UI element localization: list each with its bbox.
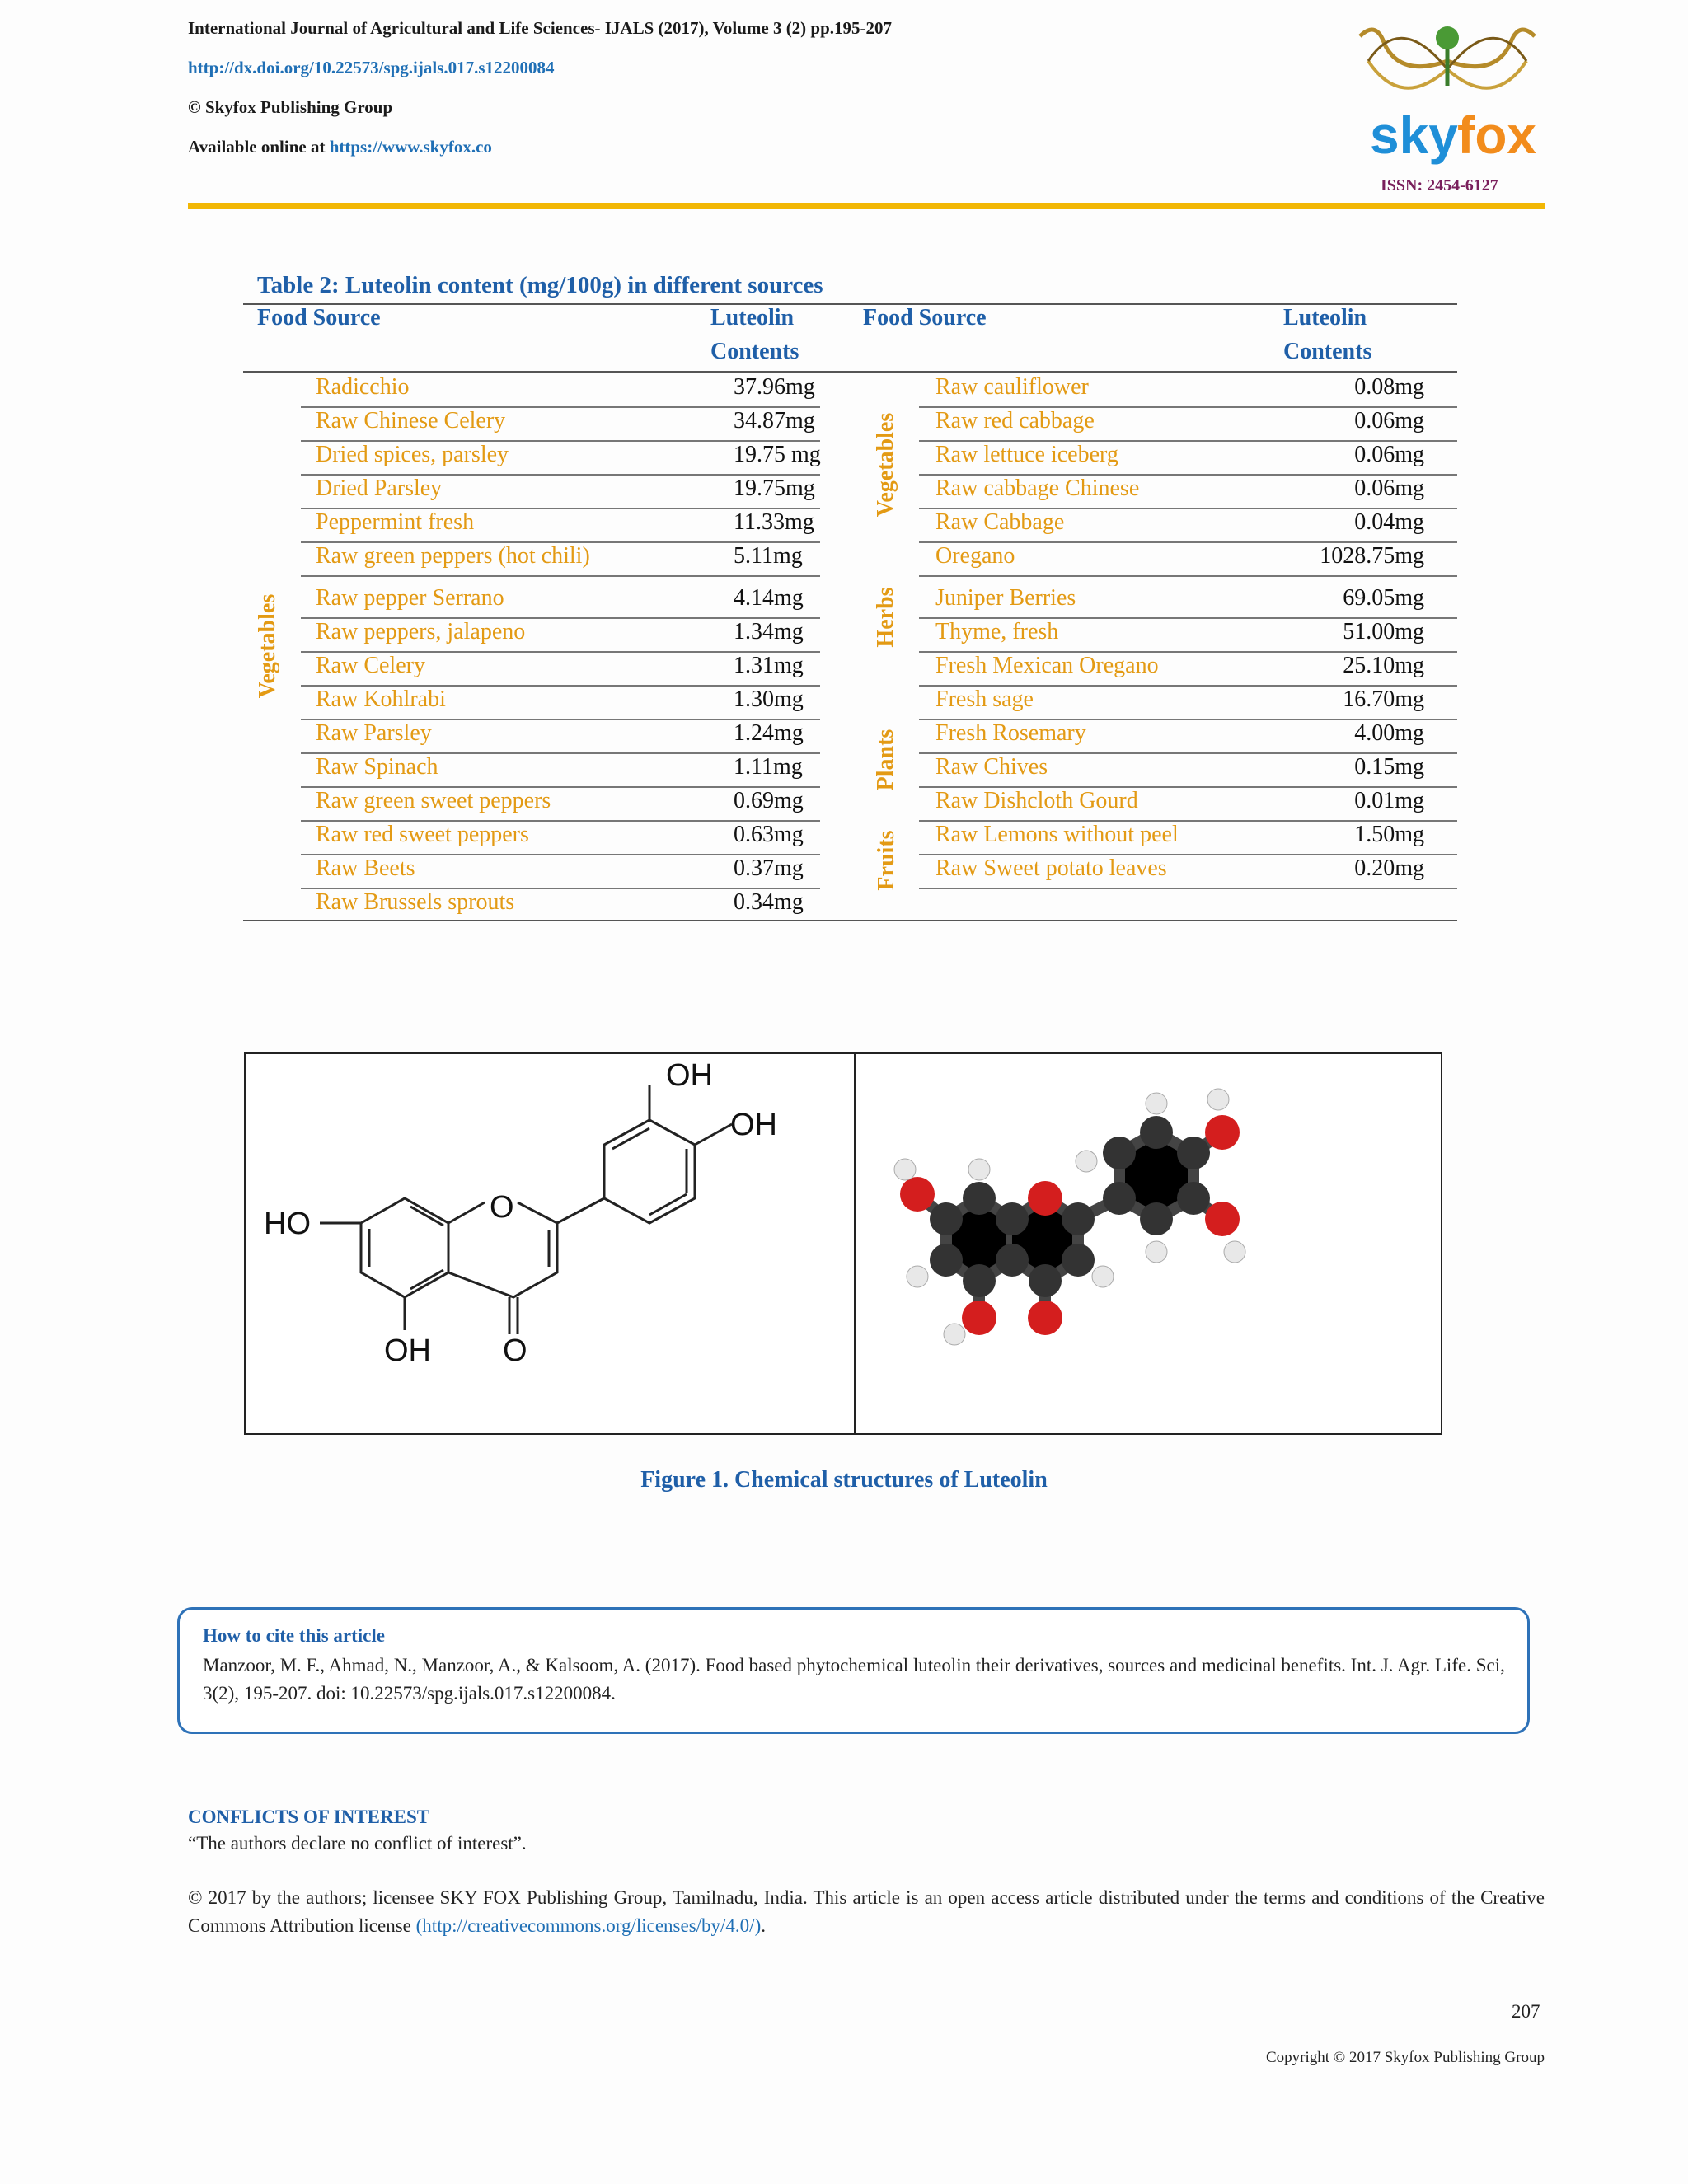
left-food-cell: Raw Parsley xyxy=(316,720,432,746)
table-top-rule xyxy=(243,303,1457,305)
license-end: . xyxy=(761,1915,766,1936)
left-value-cell: 1.24mg xyxy=(734,720,804,746)
right-food-cell: Raw Sweet potato leaves xyxy=(935,855,1167,881)
left-value-cell: 1.31mg xyxy=(734,653,804,678)
logo-fox-text: fox xyxy=(1457,105,1536,165)
left-food-cell: Raw Kohlrabi xyxy=(316,687,446,712)
left-food-cell: Dried Parsley xyxy=(316,476,443,501)
journal-citation-line: International Journal of Agricultural and Life Sciences- IJALS (2017), Volume 3 (2) pp.195-207 xyxy=(188,18,893,38)
left-value-cell: 0.69mg xyxy=(734,788,804,813)
left-value-cell: 19.75 mg xyxy=(734,442,821,467)
left-value-cell: 4.14mg xyxy=(734,585,804,611)
luteolin-ball-and-stick-model xyxy=(856,1054,1437,1430)
right-row-rule xyxy=(919,888,1457,889)
figure-caption: Figure 1. Chemical structures of Luteolin xyxy=(640,1467,1048,1493)
available-prefix: Available online at xyxy=(188,137,330,157)
col-header-luteolin-left-1: Luteolin xyxy=(710,305,795,330)
right-food-cell: Raw lettuce iceberg xyxy=(935,442,1118,467)
luteolin-skeletal-formula xyxy=(246,1054,854,1430)
license-text: © 2017 by the authors; licensee SKY FOX Publishing Group, Tamilnadu, India. This article is an open access article distributed under the terms and conditions of the Creative Commons Attribution license xyxy=(188,1887,1545,1936)
col-header-luteolin-right-1: Luteolin xyxy=(1283,305,1367,330)
left-value-cell: 5.11mg xyxy=(734,543,803,569)
left-value-cell: 1.11mg xyxy=(734,754,803,780)
left-value-cell: 11.33mg xyxy=(734,509,814,535)
right-food-cell: Raw Lemons without peel xyxy=(935,822,1179,847)
left-value-cell: 0.37mg xyxy=(734,855,804,881)
right-food-cell: Fresh sage xyxy=(935,687,1034,712)
col-header-food-source-left: Food Source xyxy=(257,305,381,330)
left-food-cell: Raw green sweet peppers xyxy=(316,788,551,813)
left-value-cell: 0.34mg xyxy=(734,889,804,915)
right-value-cell: 0.04mg xyxy=(1354,509,1424,535)
logo-sky-text: sky xyxy=(1370,105,1458,165)
left-value-cell: 34.87mg xyxy=(734,408,815,434)
right-value-cell: 0.06mg xyxy=(1354,408,1424,434)
conflicts-heading: CONFLICTS OF INTEREST xyxy=(188,1807,430,1827)
hydroxyl-bottom-label: OH xyxy=(384,1333,431,1368)
skyfox-website-link[interactable]: https://www.skyfox.co xyxy=(329,137,492,157)
left-food-cell: Raw Beets xyxy=(316,855,415,881)
left-food-cell: Peppermint fresh xyxy=(316,509,475,535)
right-food-cell: Raw Chives xyxy=(935,754,1048,780)
right-food-cell: Fresh Mexican Oregano xyxy=(935,653,1159,678)
right-value-cell: 51.00mg xyxy=(1343,619,1424,644)
conflicts-text: “The authors declare no conflict of interest”. xyxy=(188,1833,527,1854)
right-value-cell: 0.08mg xyxy=(1354,374,1424,400)
group-label-vegetables-left: Vegetables xyxy=(255,593,280,699)
left-food-cell: Dried spices, parsley xyxy=(316,442,509,467)
hydroxyl-right-label: OH xyxy=(730,1108,777,1142)
group-label-fruits: Fruits xyxy=(874,830,899,891)
how-to-cite-text: Manzoor, M. F., Ahmad, N., Manzoor, A., & Kalsoom, A. (2017). Food based phytochemical luteolin their derivatives, sources and medicinal benefits. Int. J. Agr. Life. Sci, 3(2), 195-207. doi: 10.22573/spg.ijals.017.s12200084. xyxy=(203,1655,1505,1704)
left-food-cell: Raw Brussels sprouts xyxy=(316,889,515,915)
right-value-cell: 0.06mg xyxy=(1354,476,1424,501)
license-link[interactable]: (http://creativecommons.org/licenses/by/4.0/) xyxy=(415,1915,762,1936)
footer-copyright: Copyright © 2017 Skyfox Publishing Group xyxy=(1266,2049,1545,2066)
how-to-cite-heading: How to cite this article xyxy=(203,1625,385,1646)
group-label-herbs: Herbs xyxy=(873,587,898,648)
right-value-cell: 0.20mg xyxy=(1354,855,1424,881)
table-header-rule xyxy=(243,371,1457,373)
left-value-cell: 1.34mg xyxy=(734,619,804,644)
left-food-cell: Raw pepper Serrano xyxy=(316,585,504,611)
right-value-cell: 69.05mg xyxy=(1343,585,1424,611)
right-food-cell: Oregano xyxy=(935,543,1015,569)
group-label-plants: Plants xyxy=(873,729,898,791)
left-value-cell: 0.63mg xyxy=(734,822,804,847)
left-food-cell: Radicchio xyxy=(316,374,410,400)
col-header-food-source-right: Food Source xyxy=(863,305,987,330)
group-label-vegetables-right: Vegetables xyxy=(873,412,898,518)
left-food-cell: Raw peppers, jalapeno xyxy=(316,619,526,644)
doi-link[interactable]: http://dx.doi.org/10.22573/spg.ijals.017.s12200084 xyxy=(188,58,555,77)
right-row-rule xyxy=(919,575,1457,577)
right-food-cell: Raw cabbage Chinese xyxy=(935,476,1140,501)
col-header-luteolin-left-2: Contents xyxy=(710,339,799,364)
ring-oxygen-label: O xyxy=(490,1190,514,1225)
right-value-cell: 0.15mg xyxy=(1354,754,1424,780)
available-online xyxy=(188,137,492,157)
table-bottom-rule xyxy=(243,920,1457,921)
left-food-cell: Raw Chinese Celery xyxy=(316,408,506,434)
left-value-cell: 19.75mg xyxy=(734,476,815,501)
left-value-cell: 37.96mg xyxy=(734,374,815,400)
license-paragraph xyxy=(188,1884,1545,1940)
left-food-cell: Raw green peppers (hot chili) xyxy=(316,543,590,569)
luteolin-content-table xyxy=(243,303,1457,921)
publisher-copyright: © Skyfox Publishing Group xyxy=(188,97,393,117)
carbonyl-oxygen-label: O xyxy=(503,1333,528,1368)
right-value-cell: 1.50mg xyxy=(1354,822,1424,847)
issn: ISSN: 2454-6127 xyxy=(1381,176,1498,194)
left-food-cell: Raw red sweet peppers xyxy=(316,822,529,847)
right-food-cell: Juniper Berries xyxy=(935,585,1076,611)
skyfox-logo xyxy=(1352,12,1543,176)
right-food-cell: Fresh Rosemary xyxy=(935,720,1086,746)
right-value-cell: 1028.75mg xyxy=(1320,543,1424,569)
right-food-cell: Raw Cabbage xyxy=(935,509,1065,535)
header-divider xyxy=(188,203,1545,209)
table-title: Table 2: Luteolin content (mg/100g) in different sources xyxy=(257,272,823,298)
right-food-cell: Raw cauliflower xyxy=(935,374,1089,400)
right-food-cell: Raw red cabbage xyxy=(935,408,1095,434)
right-food-cell: Thyme, fresh xyxy=(935,619,1059,644)
right-value-cell: 0.06mg xyxy=(1354,442,1424,467)
left-food-cell: Raw Celery xyxy=(316,653,425,678)
right-value-cell: 4.00mg xyxy=(1354,720,1424,746)
hydroxyl-top-label: OH xyxy=(666,1058,713,1093)
hydroxyl-left-label: HO xyxy=(264,1207,311,1241)
left-food-cell: Raw Spinach xyxy=(316,754,438,780)
right-food-cell: Raw Dishcloth Gourd xyxy=(935,788,1138,813)
col-header-luteolin-right-2: Contents xyxy=(1283,339,1372,364)
right-value-cell: 16.70mg xyxy=(1343,687,1424,712)
page-number: 207 xyxy=(1512,2001,1540,2022)
left-row-rule xyxy=(301,575,820,577)
left-value-cell: 1.30mg xyxy=(734,687,804,712)
right-value-cell: 25.10mg xyxy=(1343,653,1424,678)
right-value-cell: 0.01mg xyxy=(1354,788,1424,813)
